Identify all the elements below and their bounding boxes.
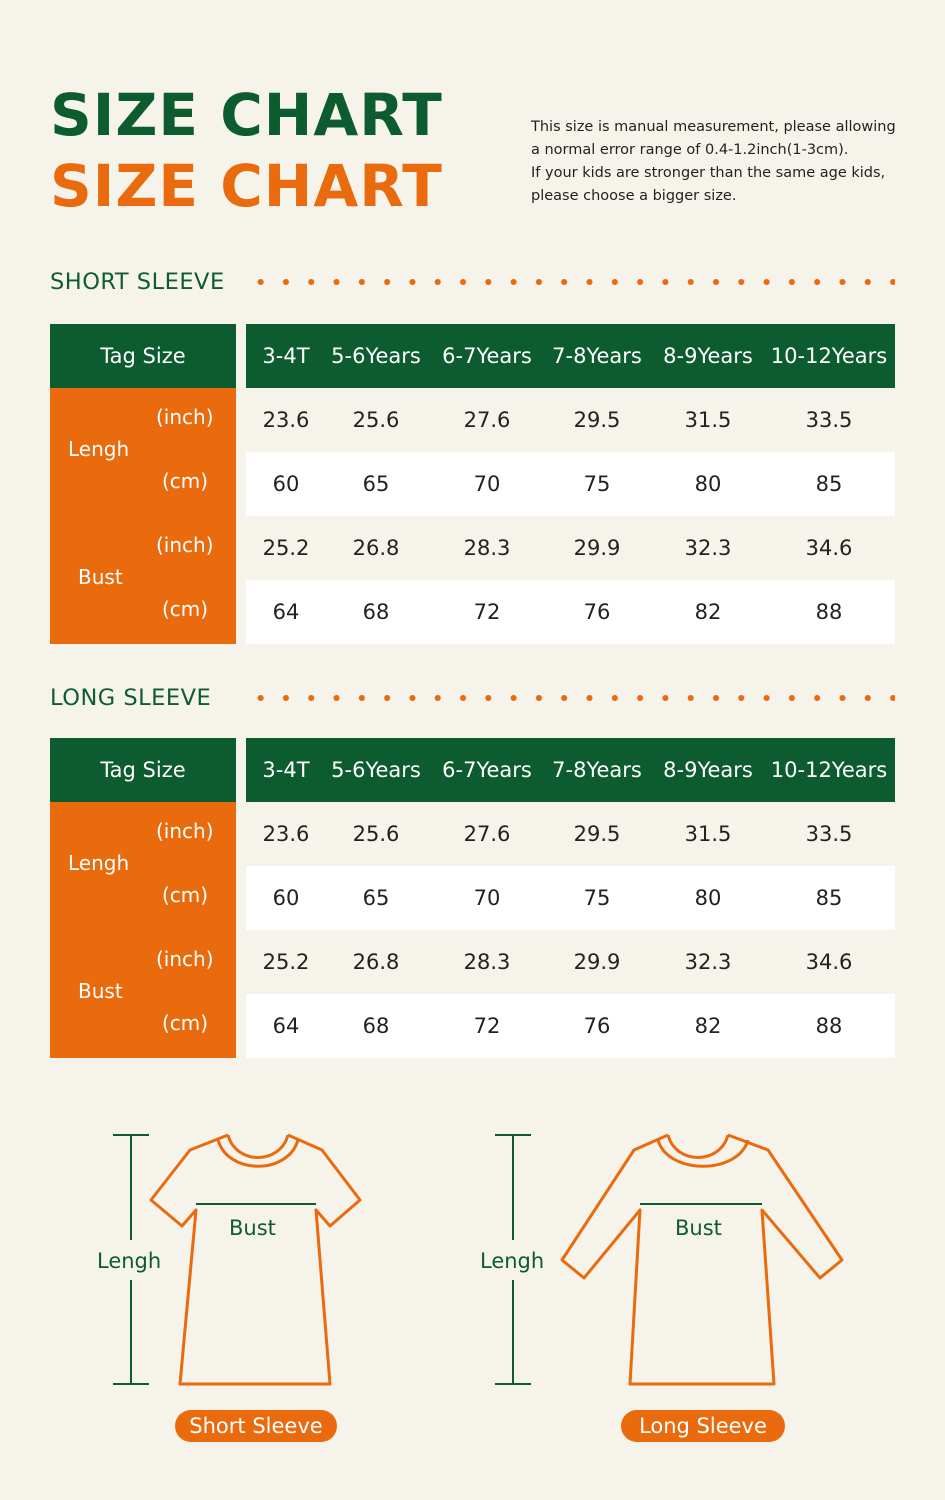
title-primary: SIZE CHART [50,81,443,149]
section-header-short-sleeve [50,267,895,297]
table-cell: 72 [473,1014,501,1038]
tag-size-label: Tag Size [50,324,236,388]
table-cell: 25.6 [352,822,400,846]
table-cell: 25.6 [352,408,400,432]
size-header: 8-9Years [663,758,753,782]
table-cell: 76 [583,600,611,624]
table-cell: 33.5 [805,408,853,432]
tag-size-label: Tag Size [50,738,236,802]
dotted-divider [248,279,895,285]
size-header: 7-8Years [552,758,642,782]
note-line: If your kids are stronger than the same age kids, [531,165,886,181]
table-cell: 23.6 [262,408,310,432]
unit-label: (cm) [162,883,209,907]
table-cell: 64 [272,600,300,624]
table-cell: 72 [473,600,501,624]
table-cell: 80 [694,886,722,910]
dotted-divider [248,695,895,701]
section-header-long-sleeve [50,683,895,713]
table-cell: 29.5 [573,822,621,846]
table-cell: 82 [694,600,722,624]
short-sleeve-caption: Short Sleeve [175,1410,337,1442]
table-cell: 65 [362,886,390,910]
table-cell: 65 [362,472,390,496]
size-header: 5-6Years [331,758,421,782]
measurement-note [531,116,931,208]
table-cell: 75 [583,886,611,910]
table-cell: 64 [272,1014,300,1038]
table-cell: 70 [473,472,501,496]
unit-label: (inch) [156,533,214,557]
size-header: 10-12Years [770,758,888,782]
short-sleeve-diagram [97,1120,380,1450]
table-cell: 80 [694,472,722,496]
size-table-short-sleeve [50,324,895,644]
size-header: 5-6Years [331,344,421,368]
size-header: 6-7Years [442,344,532,368]
table-cell: 26.8 [352,536,400,560]
table-cell: 25.2 [262,950,310,974]
size-header: 8-9Years [663,344,753,368]
measure-name: Lengh [68,437,130,461]
table-cell: 33.5 [805,822,853,846]
table-cell: 31.5 [684,822,732,846]
size-table-long-sleeve [50,738,895,1058]
table-cell: 29.5 [573,408,621,432]
table-cell: 88 [815,600,843,624]
section-title: SHORT SLEEVE [50,269,225,295]
note-line: a normal error range of 0.4-1.2inch(1-3cm). [531,142,849,158]
table-cell: 88 [815,1014,843,1038]
table-cell: 60 [272,472,300,496]
measure-name: Bust [78,979,123,1003]
unit-label: (inch) [156,819,214,843]
table-cell: 29.9 [573,950,621,974]
size-header: 3-4T [262,758,310,782]
long-sleeve-diagram [480,1120,864,1450]
table-cell: 85 [815,472,843,496]
table-cell: 82 [694,1014,722,1038]
bust-label: Bust [675,1216,722,1240]
unit-label: (cm) [162,469,209,493]
table-cell: 28.3 [463,536,511,560]
table-cell: 32.3 [684,536,732,560]
size-header: 10-12Years [770,344,888,368]
table-cell: 31.5 [684,408,732,432]
note-line: please choose a bigger size. [531,188,737,204]
table-cell: 26.8 [352,950,400,974]
unit-label: (inch) [156,405,214,429]
table-cell: 68 [362,1014,390,1038]
long-sleeve-caption: Long Sleeve [621,1410,785,1442]
table-cell: 32.3 [684,950,732,974]
unit-label: (cm) [162,1011,209,1035]
table-cell: 23.6 [262,822,310,846]
length-label: Lengh [97,1249,162,1273]
table-cell: 25.2 [262,536,310,560]
table-cell: 34.6 [805,536,853,560]
table-cell: 60 [272,886,300,910]
table-cell: 28.3 [463,950,511,974]
note-line: This size is manual measurement, please allowing [531,119,896,135]
size-header: 3-4T [262,344,310,368]
title-secondary: SIZE CHART [50,152,443,220]
length-label: Lengh [480,1249,545,1273]
table-cell: 76 [583,1014,611,1038]
section-title: LONG SLEEVE [50,685,212,711]
table-cell: 27.6 [463,408,511,432]
unit-label: (cm) [162,597,209,621]
bust-label: Bust [229,1216,276,1240]
table-cell: 85 [815,886,843,910]
measure-name: Lengh [68,851,130,875]
table-cell: 75 [583,472,611,496]
table-cell: 29.9 [573,536,621,560]
table-cell: 68 [362,600,390,624]
unit-label: (inch) [156,947,214,971]
table-cell: 27.6 [463,822,511,846]
measure-name: Bust [78,565,123,589]
size-header: 7-8Years [552,344,642,368]
table-cell: 70 [473,886,501,910]
table-cell: 34.6 [805,950,853,974]
size-header: 6-7Years [442,758,532,782]
